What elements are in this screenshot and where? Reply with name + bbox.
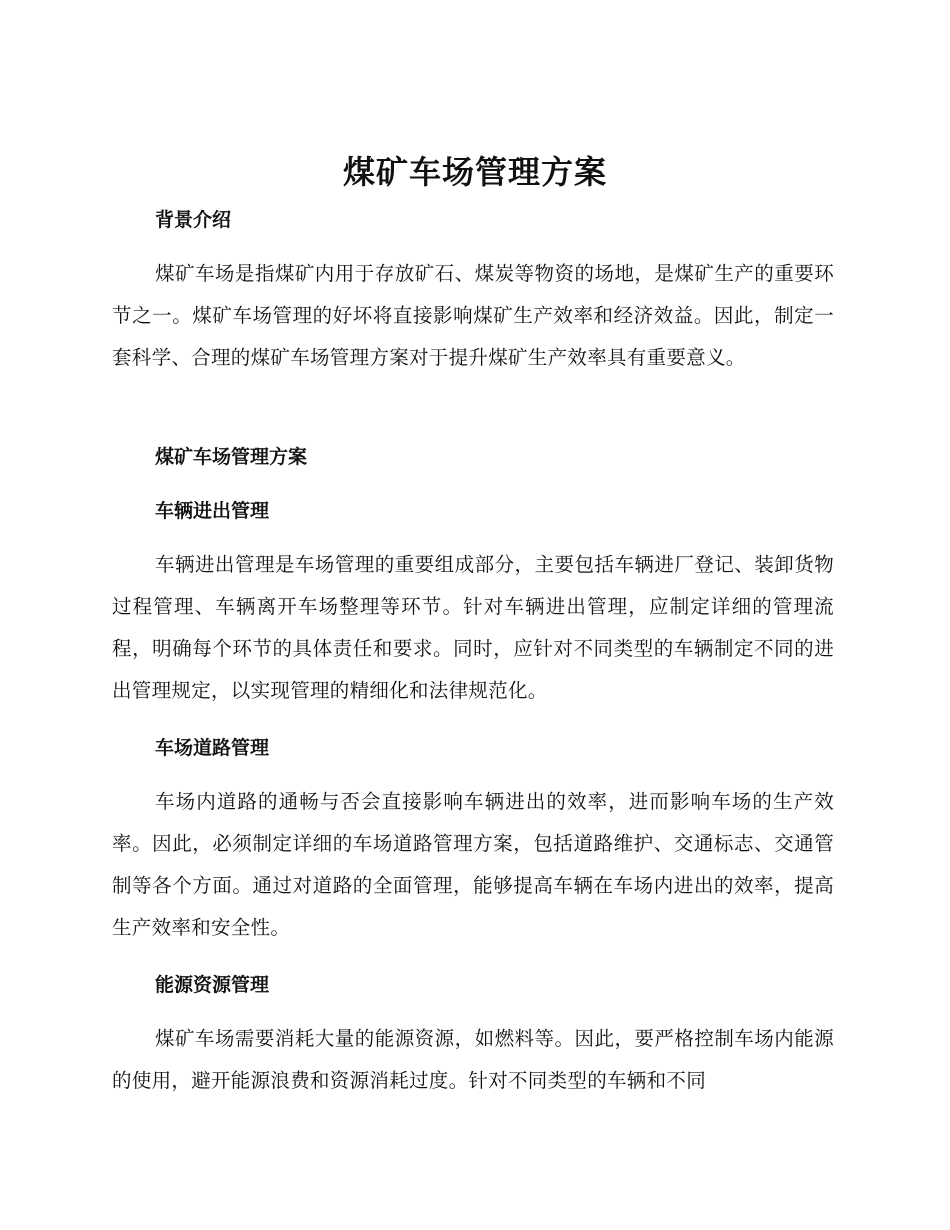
- section-heading-road-management: 车场道路管理: [155, 737, 270, 759]
- section-heading-management-plan: 煤矿车场管理方案: [155, 446, 308, 468]
- document-title: 煤矿车场管理方案: [342, 153, 607, 191]
- section-heading-vehicle-access: 车辆进出管理: [155, 500, 270, 522]
- paragraph-road-management: 车场内道路的通畅与否会直接影响车辆进出的效率，进而影响车场的生产效率。因此，必须制定详细的车场道路管理方案，包括道路维护、交通标志、交通管制等各个方面。通过对道路的全面管理，能够提高车辆在车场内进出的效率，提高生产效率和安全性。: [112, 790, 834, 939]
- paragraph-vehicle-access: 车辆进出管理是车场管理的重要组成部分，主要包括车辆进厂登记、装卸货物过程管理、车辆离开车场整理等环节。针对车辆进出管理，应制定详细的管理流程，明确每个环节的具体责任和要求。同时，应针对不同类型的车辆制定不同的进出管理规定，以实现管理的精细化和法律规范化。: [112, 553, 834, 702]
- paragraph-background: 煤矿车场是指煤矿内用于存放矿石、煤炭等物资的场地，是煤矿生产的重要环节之一。煤矿车场管理的好坏将直接影响煤矿生产效率和经济效益。因此，制定一套科学、合理的煤矿车场管理方案对于提升煤矿生产效率具有重要意义。: [112, 262, 834, 369]
- section-heading-background: 背景介绍: [155, 209, 232, 231]
- paragraph-energy-management: 煤矿车场需要消耗大量的能源资源，如燃料等。因此，要严格控制车场内能源的使用，避开能源浪费和资源消耗过度。针对不同类型的车辆和不同: [112, 1027, 834, 1092]
- section-heading-energy-management: 能源资源管理: [155, 974, 270, 996]
